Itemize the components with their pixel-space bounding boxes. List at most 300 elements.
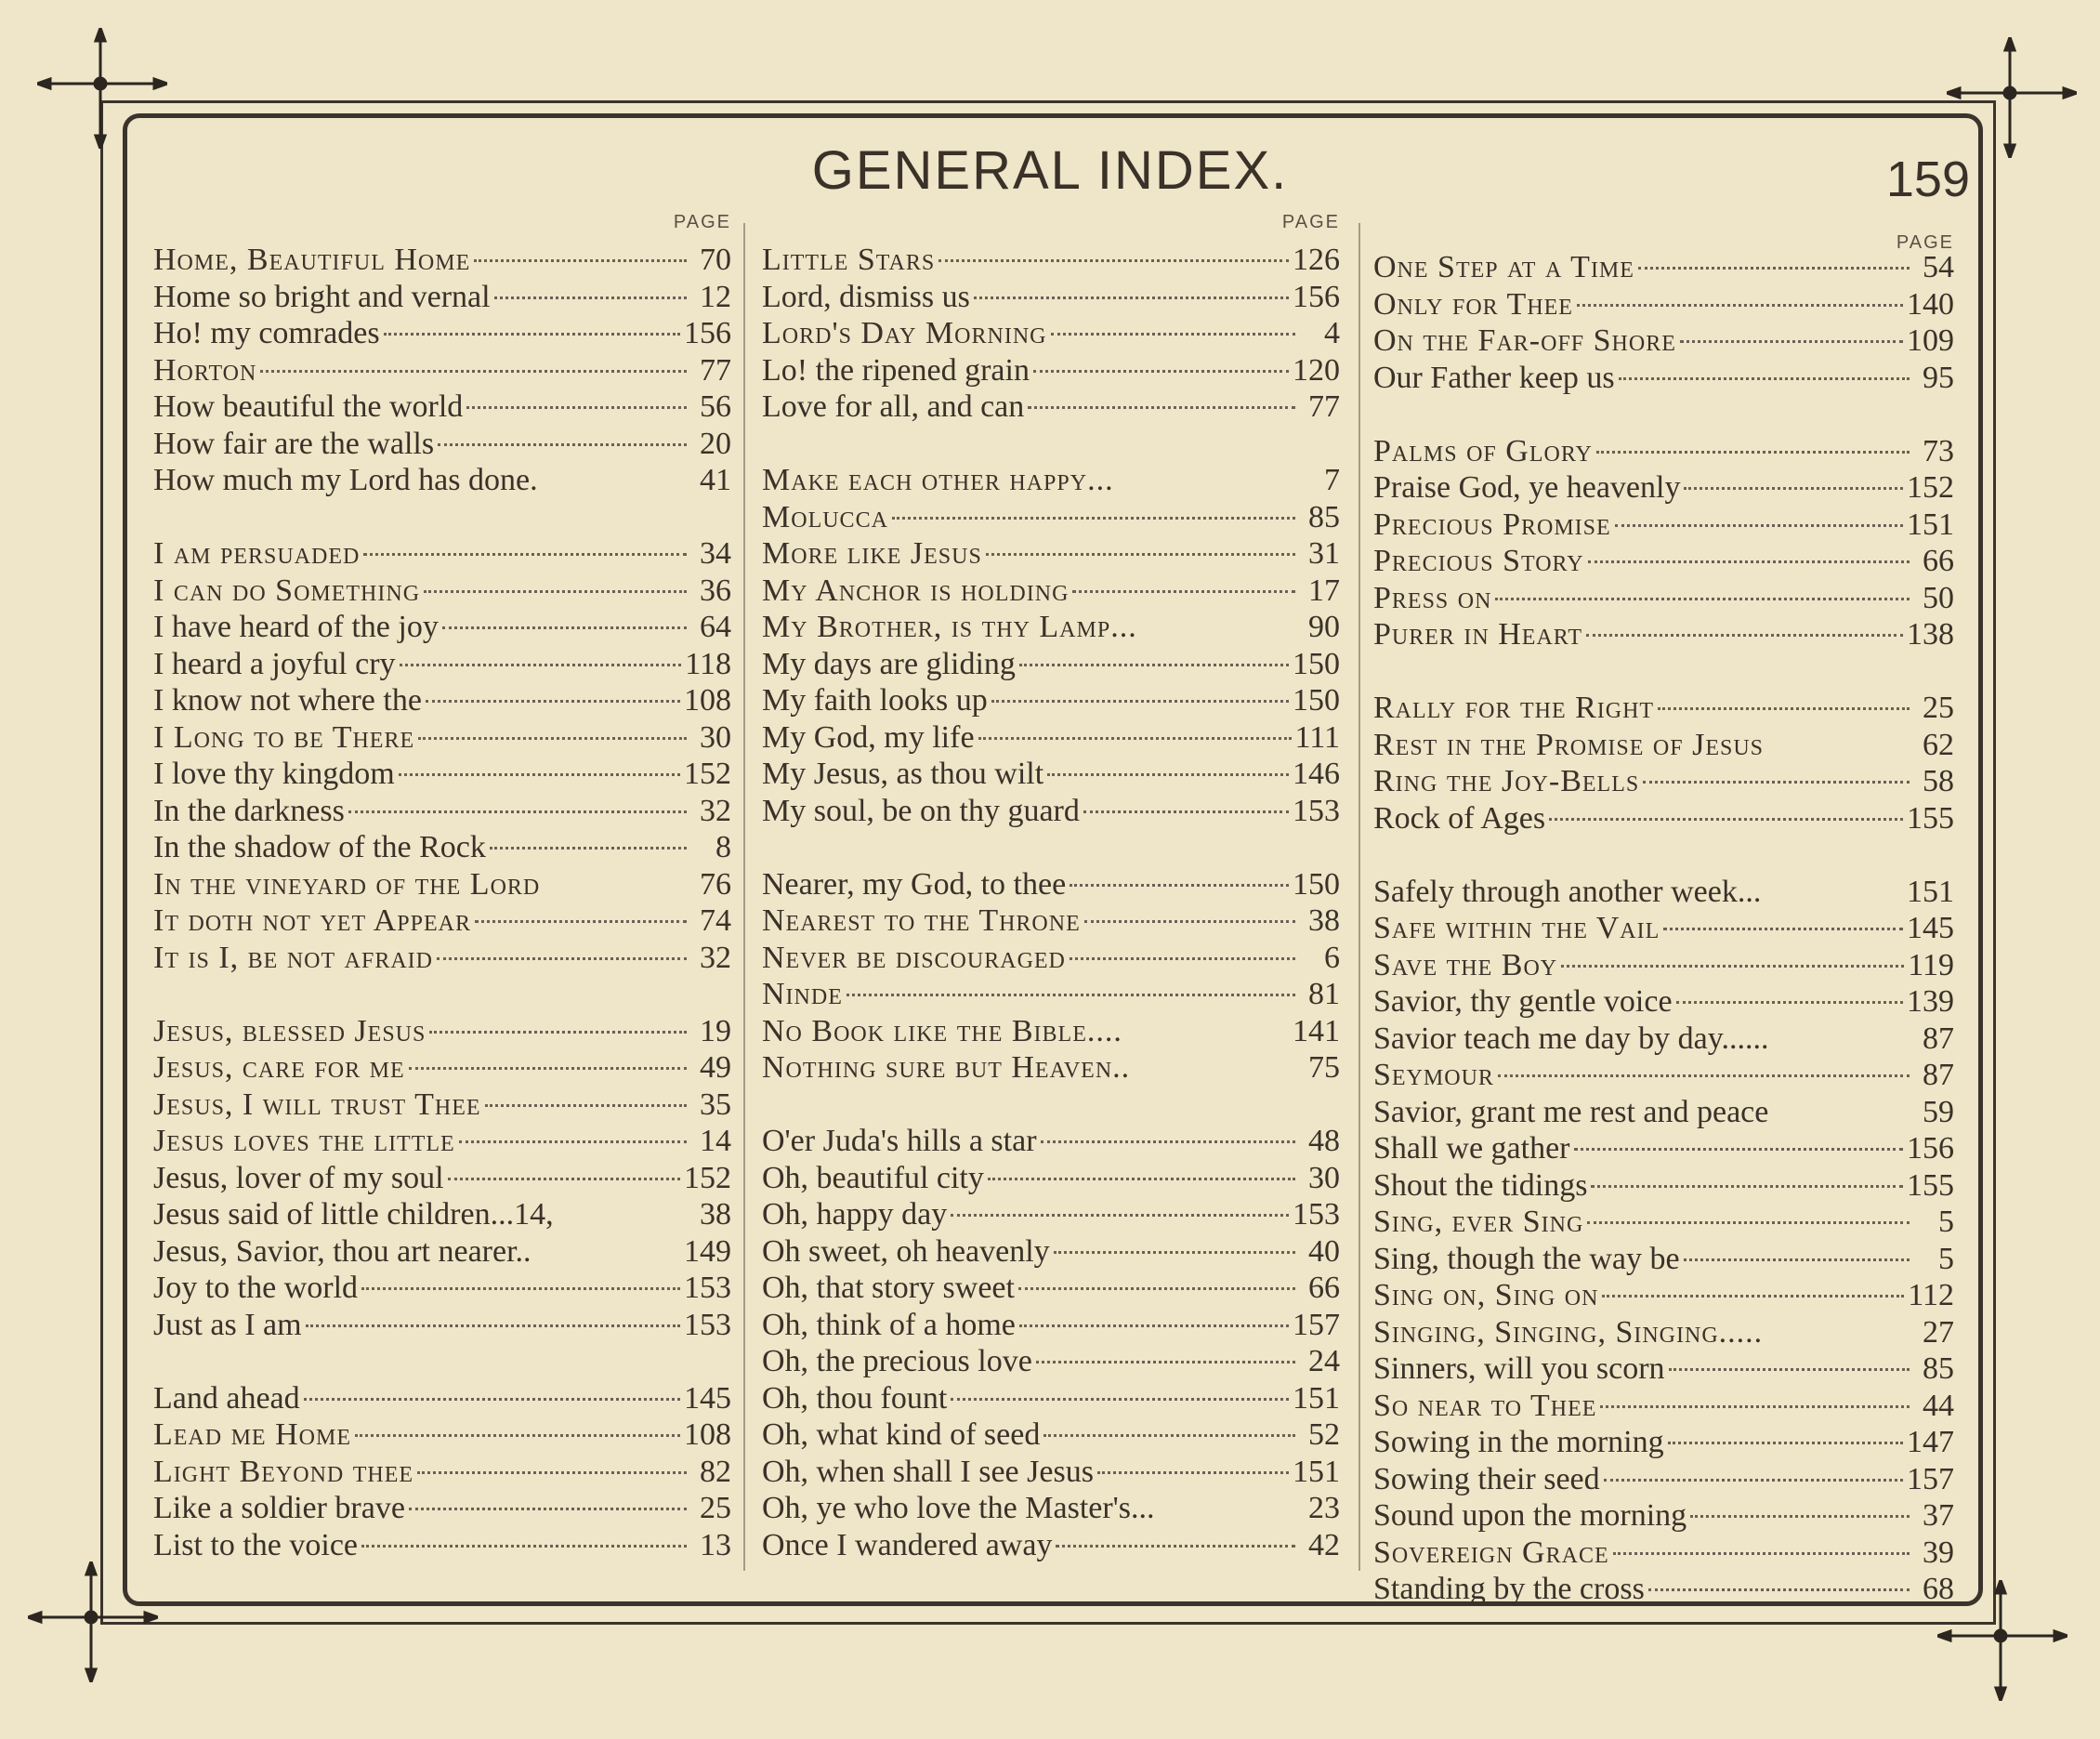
entry-page-number: 109 — [1907, 323, 1954, 358]
index-entry — [1373, 286, 1954, 323]
entry-page-number: 40 — [1308, 1233, 1340, 1269]
entry-page-number: 155 — [1907, 1167, 1954, 1203]
leader-dots — [847, 994, 1295, 996]
index-entry — [153, 609, 731, 646]
entry-page-number: 34 — [700, 536, 731, 571]
entry-page-number: 152 — [684, 757, 731, 791]
entry-title: Sing on, Sing on — [1373, 1278, 1599, 1312]
index-entry — [1373, 1350, 1954, 1388]
entry-title: Only for Thee — [1373, 286, 1573, 322]
entry-page-number: 66 — [1923, 544, 1954, 578]
index-entry — [762, 1307, 1340, 1344]
leader-dots — [974, 296, 1289, 299]
index-entry — [1373, 1277, 1954, 1314]
index-entry — [153, 389, 731, 426]
entry-page-number: 149 — [684, 1233, 731, 1269]
index-entry — [153, 426, 731, 463]
index-entry — [1373, 1388, 1954, 1425]
entry-page-number: 23 — [1308, 1491, 1340, 1525]
index-entry — [762, 719, 1340, 757]
index-entry — [1373, 507, 1954, 544]
entry-page-number: 12 — [700, 279, 731, 314]
index-column-3 — [1373, 212, 1954, 1606]
leader-dots — [1587, 1221, 1910, 1224]
leader-dots — [1070, 884, 1289, 887]
index-entry — [1373, 763, 1954, 800]
entry-page-number: 145 — [684, 1380, 731, 1416]
leader-dots — [1619, 377, 1910, 380]
index-entry — [762, 1233, 1340, 1271]
leader-dots — [1041, 1140, 1295, 1143]
entry-title: Shout the tidings — [1373, 1167, 1588, 1203]
leader-dots — [348, 810, 687, 813]
entry-page-number: 54 — [1923, 250, 1954, 284]
index-entry — [1373, 1571, 1954, 1608]
leader-dots — [988, 1178, 1295, 1180]
entry-page-number: 151 — [1293, 1380, 1340, 1416]
leader-dots — [1648, 1588, 1910, 1591]
leader-dots — [1051, 333, 1296, 336]
entry-title: Save the Boy — [1373, 947, 1558, 982]
entry-page-number: 36 — [700, 573, 731, 608]
entry-title: Ninde — [762, 977, 843, 1011]
entry-title: Jesus, care for me — [153, 1050, 405, 1085]
leader-dots — [1070, 957, 1295, 960]
entry-title: I love thy kingdom — [153, 757, 395, 791]
leader-dots — [1684, 487, 1903, 490]
entry-title: I know not where the — [153, 683, 422, 718]
entry-title: Oh, beautiful city — [762, 1160, 984, 1195]
leader-dots — [1072, 590, 1295, 593]
index-entry — [153, 1490, 731, 1527]
entry-page-number: 147 — [1907, 1425, 1954, 1459]
index-entry — [153, 902, 731, 940]
entry-title: Nearest to the Throne — [762, 903, 1081, 938]
entry-page-number: 52 — [1308, 1417, 1340, 1452]
entry-page-number: 112 — [1908, 1278, 1954, 1312]
index-entry — [1373, 1497, 1954, 1535]
leader-dots — [986, 553, 1295, 556]
entry-title: Our Father keep us — [1373, 360, 1615, 395]
index-entry — [762, 609, 1340, 646]
entry-title: More like Jesus — [762, 536, 982, 571]
entry-page-number: 20 — [700, 426, 731, 461]
leader-dots — [448, 1178, 680, 1180]
leader-dots — [260, 370, 687, 373]
leader-dots — [1019, 1324, 1289, 1327]
leader-dots — [1097, 1471, 1289, 1474]
entry-title: Lord, dismiss us — [762, 279, 970, 314]
entry-title: Ring the Joy-Bells — [1373, 764, 1640, 798]
entry-title: Light Beyond thee — [153, 1454, 414, 1489]
entry-page-number: 8 — [715, 830, 731, 864]
page-title: GENERAL INDEX. — [811, 140, 1289, 201]
leader-dots — [1602, 1295, 1904, 1298]
entry-page-number: 48 — [1308, 1124, 1340, 1158]
entry-page-number: 150 — [1293, 683, 1340, 718]
index-entry — [1373, 1130, 1954, 1167]
leader-dots — [361, 1545, 687, 1548]
index-entry — [1373, 323, 1954, 360]
entry-title: Sing, ever Sing — [1373, 1205, 1584, 1239]
entry-page-number: 25 — [700, 1491, 731, 1525]
leader-dots — [1054, 1251, 1295, 1254]
leader-dots — [1643, 781, 1910, 784]
leader-dots — [1676, 1001, 1903, 1004]
index-entry — [1373, 360, 1954, 397]
entry-title: My Anchor is holding — [762, 573, 1070, 608]
entry-title: I am persuaded — [153, 536, 361, 571]
leader-dots — [1615, 524, 1903, 527]
entry-page-number: 145 — [1907, 911, 1954, 945]
entry-title: Singing, Singing, Singing..... — [1373, 1314, 1764, 1350]
leader-dots — [1056, 1545, 1295, 1548]
page-column-header: PAGE — [1281, 212, 1340, 232]
index-entry — [1373, 910, 1954, 947]
entry-title: Precious Promise — [1373, 507, 1611, 542]
index-entry — [1373, 1424, 1954, 1461]
entry-title: Standing by the cross — [1373, 1572, 1645, 1606]
entry-page-number: 153 — [684, 1271, 731, 1305]
entry-title: In the shadow of the Rock — [153, 830, 486, 864]
index-entry — [153, 1013, 731, 1050]
entry-title: Oh, ye who love the Master's... — [762, 1491, 1155, 1525]
entry-title: Jesus loves the little — [153, 1124, 455, 1158]
index-entry — [1373, 947, 1954, 984]
entry-page-number: 17 — [1308, 573, 1340, 608]
entry-title: How fair are the walls — [153, 426, 435, 461]
leader-dots — [1638, 267, 1910, 270]
entry-page-number: 27 — [1923, 1314, 1954, 1350]
entry-title: I have heard of the joy — [153, 610, 439, 644]
page-column-header: PAGE — [673, 212, 731, 232]
entry-title: Savior, thy gentle voice — [1373, 984, 1673, 1019]
entry-title: Jesus, Savior, thou art nearer.. — [153, 1233, 532, 1269]
entry-title: Once I wandered away — [762, 1527, 1053, 1562]
index-entry — [762, 1049, 1340, 1087]
index-entry — [762, 573, 1340, 610]
entry-title: Lord's Day Morning — [762, 316, 1047, 350]
entry-page-number: 56 — [700, 389, 731, 424]
leader-dots — [1604, 1479, 1903, 1482]
index-entry — [762, 1416, 1340, 1454]
entry-page-number: 30 — [700, 719, 731, 755]
entry-page-number: 152 — [1907, 470, 1954, 505]
entry-page-number: 77 — [700, 352, 731, 388]
index-entry — [762, 535, 1340, 573]
leader-dots — [1498, 1074, 1910, 1077]
entry-page-number: 151 — [1907, 507, 1954, 542]
entry-title: Joy to the world — [153, 1271, 359, 1305]
entry-title: No Book like the Bible.... — [762, 1013, 1122, 1048]
index-entry — [153, 1160, 731, 1197]
leader-dots — [1669, 1368, 1910, 1371]
entry-page-number: 75 — [1308, 1050, 1340, 1085]
leader-dots — [1613, 1552, 1910, 1555]
leader-dots — [494, 296, 687, 299]
entry-page-number: 151 — [1907, 874, 1954, 909]
index-entry — [762, 499, 1340, 536]
index-entry — [153, 352, 731, 389]
index-entry — [153, 462, 731, 499]
leader-dots — [1019, 664, 1289, 666]
index-entry — [1373, 1461, 1954, 1498]
entry-title: Sovereign Grace — [1373, 1535, 1609, 1570]
leader-dots — [1047, 773, 1289, 776]
leader-dots — [304, 1398, 680, 1401]
index-entry — [1373, 874, 1954, 911]
index-entry — [153, 1307, 731, 1344]
leader-dots — [429, 1031, 687, 1034]
entry-page-number: 76 — [700, 866, 731, 902]
entry-page-number: 108 — [684, 683, 731, 718]
entry-title: In the vineyard of the Lord — [153, 866, 541, 902]
leader-dots — [951, 1214, 1289, 1217]
entry-page-number: 32 — [700, 940, 731, 975]
entry-title: Sound upon the morning — [1373, 1498, 1687, 1533]
entry-title: Oh, the precious love — [762, 1344, 1032, 1378]
entry-page-number: 87 — [1923, 1058, 1954, 1092]
leader-dots — [1033, 370, 1289, 373]
leader-dots — [424, 590, 687, 593]
index-entry — [153, 940, 731, 977]
leader-dots — [1549, 818, 1903, 821]
entry-page-number: 30 — [1308, 1160, 1340, 1195]
entry-title: I can do Something — [153, 573, 421, 608]
index-entry — [762, 1454, 1340, 1491]
entry-page-number: 35 — [700, 1087, 731, 1122]
entry-page-number: 111 — [1294, 719, 1340, 755]
entry-page-number: 66 — [1308, 1271, 1340, 1305]
index-entry — [762, 1380, 1340, 1417]
entry-title: One Step at a Time — [1373, 250, 1634, 284]
index-entry — [1373, 1057, 1954, 1094]
index-entry — [762, 1490, 1340, 1527]
leader-dots — [1663, 928, 1903, 930]
leader-dots — [1083, 810, 1289, 813]
entry-page-number: 77 — [1308, 389, 1340, 424]
entry-title: Jesus, I will trust Thee — [153, 1087, 481, 1122]
entry-title: Savior teach me day by day...... — [1373, 1021, 1769, 1056]
index-entry — [1373, 983, 1954, 1021]
index-entry — [762, 902, 1340, 940]
column-divider — [1358, 223, 1360, 1571]
entry-title: Jesus said of little children...14, — [153, 1197, 554, 1232]
entry-page-number: 39 — [1923, 1535, 1954, 1570]
entry-page-number: 156 — [1907, 1131, 1954, 1166]
index-entry — [1373, 1241, 1954, 1278]
leader-dots — [475, 920, 687, 923]
index-entry — [1373, 249, 1954, 286]
leader-dots — [1495, 598, 1910, 600]
index-entry — [762, 682, 1340, 719]
entry-title: Just as I am — [153, 1307, 302, 1342]
leader-dots — [951, 1398, 1289, 1401]
index-entry — [153, 1416, 731, 1454]
leader-dots — [438, 443, 687, 446]
entry-page-number: 138 — [1907, 617, 1954, 652]
entry-page-number: 73 — [1923, 433, 1954, 468]
leader-dots — [490, 847, 687, 850]
leader-dots — [1036, 1361, 1295, 1364]
entry-page-number: 85 — [1308, 499, 1340, 534]
entry-title: Press on — [1373, 580, 1492, 615]
entry-page-number: 139 — [1907, 984, 1954, 1019]
entry-page-number: 19 — [700, 1013, 731, 1048]
index-entry — [1373, 433, 1954, 470]
leader-dots — [1018, 1287, 1295, 1290]
index-entry — [153, 1196, 731, 1233]
index-entry — [1373, 1167, 1954, 1205]
entry-page-number: 41 — [700, 463, 731, 497]
index-entry — [153, 1049, 731, 1087]
leader-dots — [1028, 406, 1295, 409]
entry-page-number: 74 — [700, 903, 731, 938]
entry-page-number: 50 — [1923, 580, 1954, 615]
entry-page-number: 87 — [1923, 1021, 1954, 1056]
index-entry — [762, 1196, 1340, 1233]
index-entry — [762, 279, 1340, 316]
entry-page-number: 157 — [1907, 1461, 1954, 1496]
leader-dots — [384, 333, 680, 336]
entry-page-number: 25 — [1923, 691, 1954, 725]
index-entry — [153, 1527, 731, 1564]
entry-title: List to the voice — [153, 1527, 359, 1562]
leader-dots — [1680, 340, 1903, 343]
entry-title: Shall we gather — [1373, 1131, 1570, 1166]
entry-page-number: 24 — [1308, 1344, 1340, 1378]
entry-title: I heard a joyful cry — [153, 646, 396, 681]
entry-title: My faith looks up — [762, 683, 988, 718]
entry-title: In the darkness — [153, 793, 345, 828]
entry-page-number: 95 — [1923, 360, 1954, 395]
corner-ornament-bottom-right-icon — [1937, 1580, 2067, 1701]
index-entry — [153, 719, 731, 757]
index-entry — [153, 646, 731, 683]
index-entry — [762, 1343, 1340, 1380]
entry-page-number: 119 — [1908, 947, 1954, 982]
index-entry — [153, 793, 731, 830]
leader-dots — [418, 737, 687, 740]
leader-dots — [1561, 965, 1904, 968]
index-entry — [153, 829, 731, 866]
entry-title: How beautiful the world — [153, 389, 464, 424]
index-entry — [762, 793, 1340, 830]
index-entry — [762, 1160, 1340, 1197]
index-entry — [762, 1270, 1340, 1307]
leader-dots — [306, 1324, 680, 1327]
index-entry — [762, 940, 1340, 977]
entry-title: Purer in Heart — [1373, 617, 1583, 652]
entry-page-number: 44 — [1923, 1388, 1954, 1423]
entry-title: Horton — [153, 352, 257, 388]
entry-title: My Jesus, as thou wilt — [762, 757, 1044, 791]
entry-title: Like a soldier brave — [153, 1491, 405, 1525]
index-entry — [1373, 543, 1954, 580]
leader-dots — [1586, 634, 1903, 637]
entry-title: Home so bright and vernal — [153, 279, 491, 314]
leader-dots — [437, 957, 687, 960]
leader-dots — [400, 664, 682, 666]
page-column-header: PAGE — [1896, 232, 1954, 253]
entry-title: Sing, though the way be — [1373, 1241, 1680, 1276]
entry-title: Ho! my comrades — [153, 316, 380, 350]
leader-dots — [474, 259, 687, 262]
entry-page-number: 85 — [1923, 1351, 1954, 1386]
entry-title: Oh, what kind of seed — [762, 1417, 1041, 1452]
page-number: 159 — [1885, 152, 1970, 207]
entry-title: My Brother, is thy Lamp... — [762, 610, 1137, 644]
index-entry — [1373, 1094, 1954, 1131]
entry-title: Love for all, and can — [762, 389, 1025, 424]
entry-page-number: 126 — [1293, 243, 1340, 277]
leader-dots — [1043, 1434, 1295, 1437]
entry-page-number: 120 — [1293, 352, 1340, 388]
entry-page-number: 64 — [700, 610, 731, 644]
entry-page-number: 5 — [1938, 1205, 1954, 1239]
entry-page-number: 81 — [1308, 977, 1340, 1011]
entry-title: On the Far-off Shore — [1373, 323, 1676, 358]
entry-title: My soul, be on thy guard — [762, 793, 1080, 828]
index-entry — [153, 1123, 731, 1160]
index-entry — [762, 462, 1340, 499]
index-entry — [153, 756, 731, 793]
leader-dots — [459, 1140, 687, 1143]
entry-title: My days are gliding — [762, 646, 1016, 681]
leader-dots — [892, 517, 1295, 520]
entry-title: Jesus, blessed Jesus — [153, 1013, 427, 1048]
entry-page-number: 156 — [1293, 279, 1340, 314]
entry-title: It is I, be not afraid — [153, 940, 433, 975]
entry-title: Oh, happy day — [762, 1197, 948, 1232]
leader-dots — [1084, 920, 1295, 923]
entry-page-number: 68 — [1923, 1572, 1954, 1606]
leader-dots — [442, 626, 687, 629]
entry-page-number: 62 — [1923, 727, 1954, 762]
entry-title: Jesus, lover of my soul — [153, 1160, 444, 1195]
entry-title: Little Stars — [762, 243, 936, 277]
index-entry — [153, 1454, 731, 1491]
leader-dots — [1684, 1258, 1910, 1261]
entry-page-number: 150 — [1293, 866, 1340, 902]
entry-title: Safe within the Vail — [1373, 911, 1660, 945]
index-entry — [762, 1123, 1340, 1160]
entry-page-number: 141 — [1293, 1013, 1340, 1048]
index-entry — [762, 352, 1340, 389]
entry-page-number: 140 — [1907, 286, 1954, 322]
index-entry — [1373, 727, 1954, 764]
entry-page-number: 90 — [1308, 610, 1340, 644]
leader-dots — [978, 737, 1292, 740]
index-column-2 — [762, 212, 1340, 1578]
index-entry — [1373, 800, 1954, 837]
index-entry — [1373, 580, 1954, 617]
entry-title: Seymour — [1373, 1058, 1494, 1092]
entry-title: I Long to be There — [153, 719, 415, 755]
leader-dots — [1577, 304, 1903, 307]
leader-dots — [417, 1471, 687, 1474]
index-entry — [153, 1233, 731, 1271]
entry-page-number: 38 — [1308, 903, 1340, 938]
leader-dots — [466, 406, 687, 409]
entry-page-number: 153 — [684, 1307, 731, 1342]
entry-title: Oh sweet, oh heavenly — [762, 1233, 1050, 1269]
leader-dots — [399, 773, 680, 776]
entry-page-number: 156 — [684, 316, 731, 350]
index-entry — [153, 866, 731, 903]
index-entry — [762, 1527, 1340, 1564]
leader-dots — [938, 259, 1289, 262]
